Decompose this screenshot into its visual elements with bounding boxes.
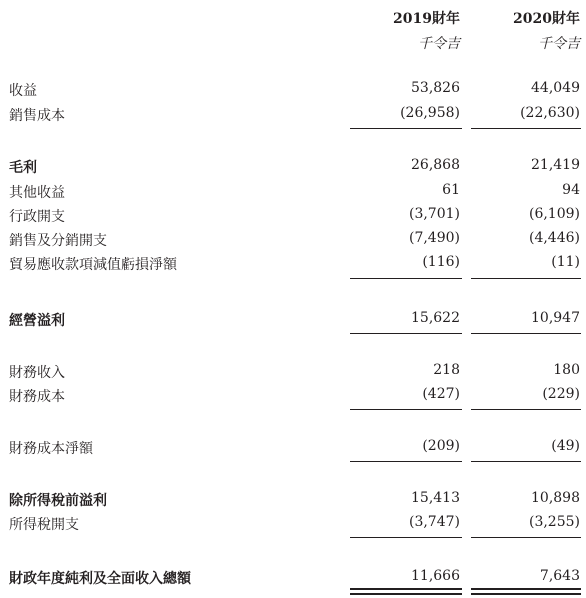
subtotal-rule (471, 278, 581, 279)
subtotal-rule (471, 409, 581, 410)
total-double-rule (471, 588, 581, 590)
row-cost-of-sales (0, 105, 586, 125)
row-income-tax (0, 514, 586, 534)
subtotal-rule (350, 128, 462, 129)
subtotal-rule (350, 537, 462, 538)
row-label: 銷售成本 (9, 108, 65, 124)
subtotal-rule (471, 128, 581, 129)
subtotal-rule (350, 278, 462, 279)
value-2019: 61 (442, 182, 460, 198)
row-finance-income (0, 362, 586, 382)
row-label: 收益 (9, 83, 37, 99)
value-2020: 7,643 (539, 568, 580, 584)
value-2020: (22,630) (520, 105, 580, 121)
value-2019: 15,622 (411, 310, 460, 326)
subtotal-rule (350, 461, 462, 462)
total-double-rule (350, 588, 462, 590)
row-label: 貿易應收款項減值虧損淨額 (9, 257, 177, 273)
value-2019: 15,413 (411, 490, 460, 506)
value-2019: (116) (422, 254, 460, 270)
row-label: 毛利 (9, 160, 37, 176)
value-2020: 44,049 (531, 80, 580, 96)
row-total-comprehensive-income (0, 568, 586, 588)
subtotal-rule (471, 333, 581, 334)
value-2019: (26,958) (400, 105, 460, 121)
column-unit-2019: 千令吉 (418, 36, 460, 52)
value-2020: (4,446) (528, 230, 580, 246)
row-finance-costs (0, 386, 586, 406)
value-2020: 10,898 (531, 490, 580, 506)
row-admin-expenses (0, 206, 586, 226)
total-double-rule (350, 593, 462, 595)
column-header-2020: 2020財年 (513, 11, 580, 27)
value-2019: 11,666 (411, 568, 460, 584)
row-label: 其他收益 (9, 185, 65, 201)
total-double-rule (471, 593, 581, 595)
subtotal-rule (471, 461, 581, 462)
row-selling-distribution (0, 230, 586, 250)
row-label: 行政開支 (9, 209, 65, 225)
value-2019: 218 (433, 362, 460, 378)
row-label: 除所得稅前溢利 (9, 493, 107, 509)
value-2020: (49) (551, 438, 580, 454)
value-2019: (3,747) (408, 514, 460, 530)
row-label: 財務收入 (9, 365, 65, 381)
value-2019: 53,826 (411, 80, 460, 96)
value-2020: 94 (562, 182, 580, 198)
value-2020: 180 (553, 362, 580, 378)
column-header-2019: 2019財年 (393, 11, 460, 27)
value-2020: 21,419 (531, 157, 580, 173)
value-2019: (427) (422, 386, 460, 402)
row-impairment-loss (0, 254, 586, 274)
value-2020: 10,947 (531, 310, 580, 326)
row-operating-profit (0, 310, 586, 330)
value-2019: (7,490) (408, 230, 460, 246)
row-label: 銷售及分銷開支 (9, 233, 107, 249)
value-2020: (6,109) (528, 206, 580, 222)
row-revenue (0, 80, 586, 100)
row-label: 財務成本淨額 (9, 441, 93, 457)
value-2019: (3,701) (408, 206, 460, 222)
row-label: 財政年度純利及全面收入總額 (9, 571, 191, 587)
row-net-finance-costs (0, 438, 586, 458)
row-other-income (0, 182, 586, 202)
subtotal-rule (471, 537, 581, 538)
value-2019: (209) (422, 438, 460, 454)
subtotal-rule (350, 333, 462, 334)
subtotal-rule (350, 409, 462, 410)
row-label: 所得稅開支 (9, 517, 79, 533)
value-2020: (3,255) (528, 514, 580, 530)
row-gross-profit (0, 157, 586, 177)
value-2020: (11) (551, 254, 580, 270)
column-unit-2020: 千令吉 (538, 36, 580, 52)
value-2019: 26,868 (411, 157, 460, 173)
value-2020: (229) (542, 386, 580, 402)
row-label: 財務成本 (9, 389, 65, 405)
row-profit-before-tax (0, 490, 586, 510)
row-label: 經營溢利 (9, 313, 65, 329)
